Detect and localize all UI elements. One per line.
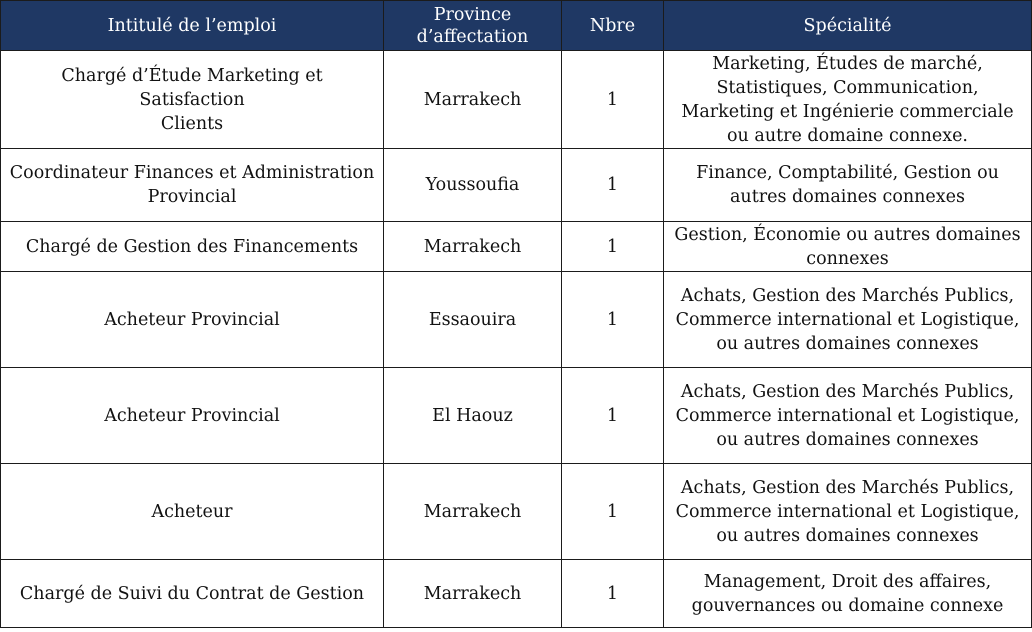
- specialty-cell: Marketing, Études de marché, Statistiques, Communication, Marketing et Ingénierie commerciale ou autre domaine connexe.: [664, 51, 1032, 149]
- table-row: [1, 464, 1032, 560]
- count-cell: 1: [562, 222, 664, 272]
- count-cell: 1: [562, 272, 664, 368]
- province-cell: Marrakech: [384, 51, 562, 149]
- job-title-cell: Acheteur Provincial: [1, 272, 384, 368]
- job-title-cell: Acheteur Provincial: [1, 368, 384, 464]
- header-job-title: Intitulé de l’emploi: [1, 1, 384, 51]
- job-title-cell: Chargé de Gestion des Financements: [1, 222, 384, 272]
- header-count: Nbre: [562, 1, 664, 51]
- province-cell: El Haouz: [384, 368, 562, 464]
- specialty-cell: Management, Droit des affaires, gouvernances ou domaine connexe: [664, 560, 1032, 628]
- job-title-cell: Acheteur: [1, 464, 384, 560]
- specialty-cell: Gestion, Économie ou autres domaines connexes: [664, 222, 1032, 272]
- header-specialty: Spécialité: [664, 1, 1032, 51]
- province-cell: Essaouira: [384, 272, 562, 368]
- count-cell: 1: [562, 464, 664, 560]
- table-body: [1, 51, 1032, 628]
- specialty-cell: Achats, Gestion des Marchés Publics, Commerce international et Logistique, ou autres domaines connexes: [664, 368, 1032, 464]
- header-province: Province d’affectation: [384, 1, 562, 51]
- table-header: [1, 1, 1032, 51]
- table-row: [1, 560, 1032, 628]
- table-row: [1, 222, 1032, 272]
- table-row: [1, 272, 1032, 368]
- job-title-cell: Chargé de Suivi du Contrat de Gestion: [1, 560, 384, 628]
- province-cell: Youssoufia: [384, 149, 562, 222]
- table-row: [1, 51, 1032, 149]
- job-title-cell: Coordinateur Finances et Administration Provincial: [1, 149, 384, 222]
- table-row: [1, 149, 1032, 222]
- table-row: [1, 368, 1032, 464]
- specialty-cell: Achats, Gestion des Marchés Publics, Commerce international et Logistique, ou autres domaines connexes: [664, 464, 1032, 560]
- count-cell: 1: [562, 560, 664, 628]
- job-title-cell: Chargé d’Étude Marketing et Satisfaction Clients: [1, 51, 384, 149]
- province-cell: Marrakech: [384, 464, 562, 560]
- count-cell: 1: [562, 368, 664, 464]
- count-cell: 1: [562, 51, 664, 149]
- province-cell: Marrakech: [384, 560, 562, 628]
- province-cell: Marrakech: [384, 222, 562, 272]
- count-cell: 1: [562, 149, 664, 222]
- specialty-cell: Finance, Comptabilité, Gestion ou autres domaines connexes: [664, 149, 1032, 222]
- specialty-cell: Achats, Gestion des Marchés Publics, Commerce international et Logistique, ou autres domaines connexes: [664, 272, 1032, 368]
- header-row: [1, 1, 1032, 51]
